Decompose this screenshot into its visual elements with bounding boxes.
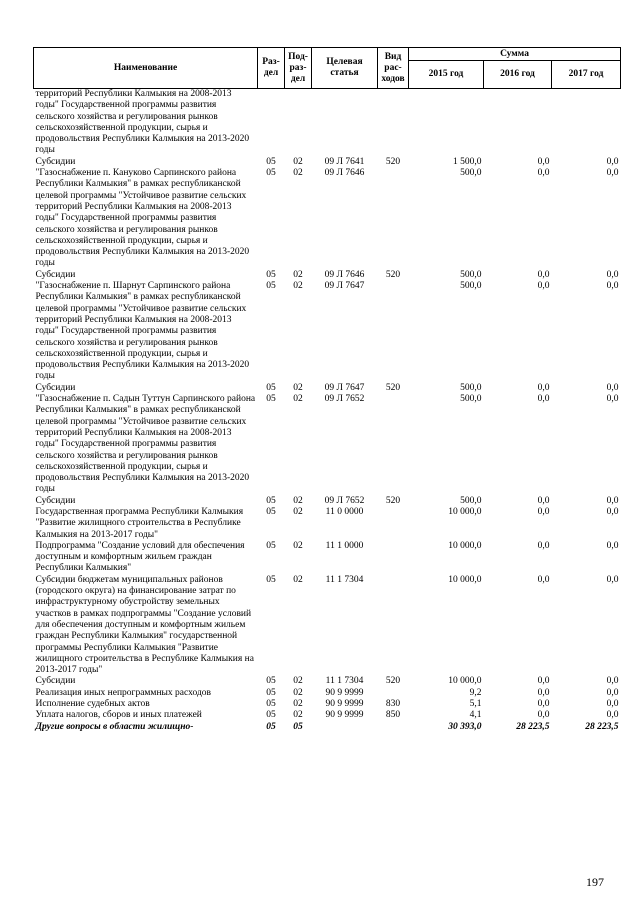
row-sum-2016: 0,0 (537, 382, 550, 393)
row-sum-2016: 0,0 (537, 687, 550, 698)
row-sum-2015: 500,0 (460, 394, 482, 405)
row-sum-2016: 0,0 (537, 168, 550, 179)
row-podrazdel: 02 (293, 699, 303, 710)
row-sum-2016: 0,0 (537, 699, 550, 710)
row-sum-2017: 0,0 (606, 506, 619, 517)
row-target: 09 Л 7647 (324, 281, 365, 292)
row-name: Государственная программа Республики Калмыкия "Развитие жилищного строительства в Республике Калмыкия на 2013-2017 годы" (35, 506, 244, 540)
table-row (34, 575, 621, 677)
row-sum-2016 (484, 89, 552, 157)
row-podrazdel: 02 (293, 168, 303, 179)
row-name: территорий Республики Калмыкия на 2008-2013 годы" Государственной программы развития сельского хозяйства и регулирования рынков сельскохозяйственной продукции, сырья и продовольствия Республики Калмыкия на 2013-2020 годы (35, 89, 250, 156)
row-sum-2017: 0,0 (606, 540, 619, 551)
row-name: Субсидии (35, 269, 76, 280)
row-vid: 850 (385, 710, 401, 721)
row-razdel: 05 (266, 281, 276, 292)
row-sum-2017: 0,0 (606, 687, 619, 698)
row-razdel: 05 (266, 269, 276, 280)
row-sum-2015: 500,0 (460, 281, 482, 292)
row-podrazdel: 02 (293, 156, 303, 167)
row-target: 09 Л 7647 (324, 382, 365, 393)
row-razdel: 05 (266, 676, 276, 687)
row-podrazdel (285, 89, 312, 157)
row-sum-2017: 0,0 (606, 156, 619, 167)
page-number: 197 (586, 875, 604, 889)
row-podrazdel: 02 (293, 394, 303, 405)
row-target: 11 1 0000 (325, 540, 364, 551)
row-podrazdel: 02 (293, 506, 303, 517)
row-sum-2016: 0,0 (537, 676, 550, 687)
row-vid: 520 (385, 495, 401, 506)
row-target: 90 9 9999 (325, 687, 364, 698)
row-sum-2017: 0,0 (606, 699, 619, 710)
row-sum-2017: 0,0 (606, 495, 619, 506)
row-target (312, 89, 378, 157)
row-sum-2017 (552, 89, 621, 157)
row-podrazdel: 02 (293, 676, 303, 687)
row-target: 90 9 9999 (325, 710, 364, 721)
row-sum-2015: 500,0 (460, 382, 482, 393)
col-header-2016: 2016 год (484, 61, 552, 89)
table-body (34, 89, 621, 733)
row-name: Другие вопросы в области жилищно- (35, 721, 194, 732)
row-sum-2016: 0,0 (537, 710, 550, 721)
row-razdel: 05 (266, 687, 276, 698)
row-vid (378, 89, 409, 157)
row-name: "Газоснабжение п. Садын Туттун Сарпинского района Республики Калмыкия" в рамках республиканской целевой программы "Устойчивое развитие сельских территорий Республики Калмыкия на 2008-2013 годы" Государственной программы развития сельского хозяйства и регулирования рынков сельскохозяйственной продукции, сырья и продовольствия Республики Калмыкия на 2013-2020 годы (35, 394, 256, 495)
row-razdel: 05 (266, 156, 276, 167)
table-row (34, 507, 621, 541)
row-sum-2017: 0,0 (606, 394, 619, 405)
row-target: 11 1 7304 (325, 676, 364, 687)
row-sum-2017: 0,0 (606, 382, 619, 393)
row-razdel: 05 (266, 495, 276, 506)
table-row (34, 496, 621, 507)
row-sum-2015: 5,1 (469, 699, 482, 710)
row-podrazdel: 02 (293, 540, 303, 551)
row-vid (378, 541, 409, 575)
row-podrazdel: 02 (293, 495, 303, 506)
table-row (34, 541, 621, 575)
row-name: "Газоснабжение п. Кануково Сарпинского района Республики Калмыкия" в рамках республиканской целевой программы "Устойчивое развитие сельских территорий Республики Калмыкия на 2008-2013 годы" Государственной программы развития сельского хозяйства и регулирования рынков сельскохозяйственной продукции, сырья и продовольствия Республики Калмыкия на 2013-2020 годы (35, 168, 250, 269)
row-sum-2015: 4,1 (469, 710, 482, 721)
table-row (34, 168, 621, 270)
row-sum-2015: 10 000,0 (448, 506, 482, 517)
table-row (34, 89, 621, 157)
table-row (34, 722, 621, 733)
row-sum-2015: 500,0 (460, 269, 482, 280)
row-sum-2016: 0,0 (537, 540, 550, 551)
row-sum-2016: 0,0 (537, 495, 550, 506)
row-vid (378, 281, 409, 383)
row-target: 09 Л 7652 (324, 394, 365, 405)
col-header-vid: Вид рас- ходов (378, 48, 409, 89)
row-name: Субсидии (35, 382, 76, 393)
table-row (34, 157, 621, 168)
row-vid (378, 507, 409, 541)
row-target (312, 722, 378, 733)
row-sum-2017: 0,0 (606, 710, 619, 721)
row-target: 90 9 9999 (325, 699, 364, 710)
col-header-name: Наименование (34, 48, 258, 89)
row-sum-2016: 0,0 (537, 394, 550, 405)
row-razdel: 05 (266, 710, 276, 721)
row-vid: 520 (385, 676, 401, 687)
row-name: Субсидии (35, 495, 76, 506)
row-sum-2016: 0,0 (537, 269, 550, 280)
row-sum-2015: 30 393,0 (448, 721, 482, 732)
row-target: 11 0 0000 (325, 506, 364, 517)
row-sum-2016: 0,0 (537, 156, 550, 167)
row-podrazdel: 02 (293, 382, 303, 393)
row-podrazdel: 02 (293, 687, 303, 698)
row-vid (378, 394, 409, 496)
row-name: Исполнение судебных актов (35, 699, 150, 710)
row-razdel (258, 89, 285, 157)
row-target: 09 Л 7641 (324, 156, 365, 167)
row-sum-2017: 0,0 (606, 168, 619, 179)
row-target: 09 Л 7646 (324, 269, 365, 280)
row-razdel: 05 (266, 168, 276, 179)
col-header-2017: 2017 год (552, 61, 621, 89)
table-row (34, 676, 621, 687)
row-vid (378, 722, 409, 733)
row-sum-2017: 28 223,5 (585, 721, 619, 732)
row-name: Подпрограмма "Создание условий для обеспечения доступным и комфортным жильем граждан Республики Калмыкия" (35, 540, 245, 574)
row-sum-2017: 0,0 (606, 269, 619, 280)
table-header (34, 48, 621, 89)
row-razdel: 05 (266, 506, 276, 517)
row-vid (378, 575, 409, 677)
row-razdel: 05 (266, 540, 276, 551)
table-row (34, 383, 621, 394)
col-header-target: Целевая статья (312, 48, 378, 89)
row-podrazdel: 02 (293, 710, 303, 721)
row-razdel: 05 (266, 382, 276, 393)
row-vid (378, 688, 409, 699)
row-razdel: 05 (266, 699, 276, 710)
row-sum-2015: 9,2 (469, 687, 482, 698)
table-row (34, 270, 621, 281)
row-vid: 520 (385, 156, 401, 167)
table-row (34, 710, 621, 721)
row-sum-2015: 500,0 (460, 495, 482, 506)
row-sum-2017: 0,0 (606, 676, 619, 687)
row-vid (378, 168, 409, 270)
row-name: Субсидии бюджетам муниципальных районов (городского округа) на финансирование затрат по инфраструктурному обустройству земельных участков в рамках подпрограммы "Создание условий для обеспечения доступным и комфортным жильем граждан Республики Калмыкия" государственной программы Республики Калмыкия "Развитие жилищного строительства в Республике Калмыкия на 2013-2017 годы" (35, 574, 254, 676)
col-header-summa: Сумма (409, 48, 621, 61)
row-vid: 520 (385, 269, 401, 280)
row-sum-2016: 0,0 (537, 506, 550, 517)
col-header-podrazdel: Под- раз- дел (285, 48, 312, 89)
row-sum-2017: 0,0 (606, 281, 619, 292)
row-sum-2015: 500,0 (460, 168, 482, 179)
table-row (34, 688, 621, 699)
row-razdel: 05 (266, 394, 276, 405)
row-sum-2015: 10 000,0 (448, 574, 482, 585)
col-header-razdel: Раз- дел (258, 48, 285, 89)
row-target: 09 Л 7652 (324, 495, 365, 506)
row-sum-2015 (409, 89, 484, 157)
row-name: Субсидии (35, 676, 76, 687)
col-header-2015: 2015 год (409, 61, 484, 89)
table-row (34, 699, 621, 710)
row-podrazdel: 02 (293, 574, 303, 585)
table-row (34, 394, 621, 496)
row-name: Субсидии (35, 156, 76, 167)
row-sum-2017: 0,0 (606, 574, 619, 585)
table-row (34, 281, 621, 383)
row-sum-2015: 1 500,0 (453, 156, 482, 167)
row-vid: 520 (385, 382, 401, 393)
row-name: Уплата налогов, сборов и иных платежей (35, 710, 202, 721)
row-podrazdel: 05 (293, 721, 303, 732)
row-sum-2016: 0,0 (537, 281, 550, 292)
row-target: 09 Л 7646 (324, 168, 365, 179)
row-name: "Газоснабжение п. Шарнут Сарпинского района Республики Калмыкия" в рамках республиканской целевой программы "Устойчивое развитие сельских территорий Республики Калмыкия на 2008-2013 годы" Государственной программы развития сельского хозяйства и регулирования рынков сельскохозяйственной продукции, сырья и продовольствия Республики Калмыкия на 2013-2020 годы (35, 281, 250, 382)
budget-table (33, 47, 621, 733)
row-sum-2016: 28 223,5 (516, 721, 550, 732)
row-sum-2015: 10 000,0 (448, 540, 482, 551)
row-razdel: 05 (266, 574, 276, 585)
row-razdel: 05 (266, 721, 276, 732)
row-podrazdel: 02 (293, 269, 303, 280)
row-vid: 830 (385, 699, 401, 710)
row-sum-2016: 0,0 (537, 574, 550, 585)
row-sum-2015: 10 000,0 (448, 676, 482, 687)
row-target: 11 1 7304 (325, 574, 364, 585)
row-podrazdel: 02 (293, 281, 303, 292)
row-name: Реализация иных непрограммных расходов (35, 687, 212, 698)
